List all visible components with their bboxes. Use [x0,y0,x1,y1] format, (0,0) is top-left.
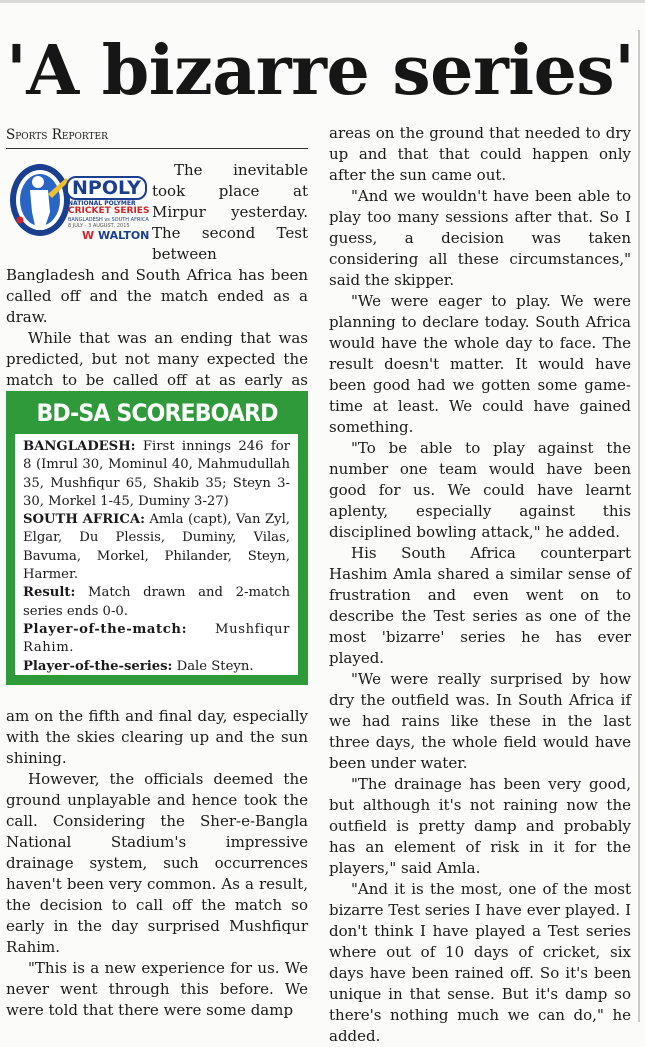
paragraph: While that was an ending that was predicted, but not many expected the match to be called off at as early as [6,329,308,389]
paragraph: "This is a new experience for us. We never went through this before. We were told that there were some damp [6,959,308,1019]
paragraph: "We were really surprised by how dry the outfield was. In South Africa if we had rains like these in the last three days, the whole field would have been under water. [329,670,631,772]
column-edge-rule [638,30,640,1022]
scoreboard-title: BD-SA SCOREBOARD [36,399,278,427]
logo-line-1: NATIONAL POLYMER [68,200,136,207]
scoreboard-bangladesh [23,438,290,511]
bangladesh-label: BANGLADESH: [23,439,136,454]
scoreboard-box [6,391,308,685]
paragraph: The inevitable took place at Mirpur yesterday. The second Test between Bangladesh and South Africa has been called off and the match ended as a draw. [6,161,308,326]
south-africa-text: Amla (capt), Van Zyl, Elgar, Du Plessis, Duminy, Vilas, Bavuma, Morkel, Philander, Steyn, Harmer. [23,512,290,583]
bangladesh-text: First innings 246 for 8 (Imrul 30, Mominul 40, Mahmudullah 35, Mushfiqur 65, Shakib 35; Steyn 3-30, Morkel 1-45, Duminy 3-27) [23,439,290,509]
potm-label: Player-of-the-match: [23,621,188,637]
scoreboard-potm [23,621,290,658]
article-column-2 [329,123,631,1045]
scoreboard-pots [23,658,290,676]
paragraph: His South Africa counterpart Hashim Amla shared a similar sense of frustration and even went on to describe the Test series as one of the most 'bizarre' series he has ever played. [329,544,631,667]
logo-sponsor [82,230,149,242]
paragraph: "To be able to play against the number one team would have been good for us. We could have learnt aplenty, especially against this disciplined bowling attack," he added. [329,439,631,541]
byline: Sports Reporter [6,125,308,149]
potm-text: Mushfiqur Rahim. [23,621,290,656]
logo-line-3: BANGLADESH vs SOUTH AFRICA [68,217,149,223]
scoreboard-south-africa [23,511,290,584]
logo-line-2: CRICKET SERIES [68,206,150,216]
sponsor-name: WALTON [97,229,150,242]
paragraph: "We were eager to play. We were planning to declare today. South Africa would have the whole day to face. The result doesn't matter. It would have been good had we gotten some game-time at least. We could have gained something. [329,292,631,436]
article-column-1-bottom [6,706,308,1022]
scoreboard-result [23,584,290,621]
paragraph: However, the officials deemed the ground unplayable and hence took the call. Considering the Sher-e-Bangla National Stadium's impressive drainage system, such occurrences haven't been very common. As a result, the decision to call off the match so early in the day surprised Mushfiqur Rahim. [6,770,308,956]
south-africa-label: SOUTH AFRICA: [23,512,145,528]
logo-brand: NPOLY [66,176,147,200]
series-logo [6,160,150,244]
paragraph: "The drainage has been very good, but although it's not raining now the outfield is pretty damp and probably has an element of risk in it for the players," said Amla. [329,775,631,877]
paragraph: am on the fifth and final day, especially with the skies clearing up and the sun shining. [6,707,308,767]
logo-line-4: 8 JULY - 3 AUGUST, 2015 [68,223,130,229]
paragraph: "And it is the most, one of the most bizarre Test series I have ever played. I don't think I have played a Test series where out of 10 days of cricket, six days have been rained off. So it's been unique in that sense. But it's damp so there's nothing much we can do," he added. [329,880,631,1045]
article-column-1-top [6,160,308,389]
pots-text: Dale Steyn. [176,658,254,674]
scoreboard-content [15,434,298,675]
top-rule [0,0,645,3]
paragraph: areas on the ground that needed to dry up and that that could happen only after the sun came out. [329,124,631,184]
result-text: Match drawn and 2-match series ends 0-0. [23,585,290,619]
pots-label: Player-of-the-series: [23,658,173,674]
sponsor-mark: W [82,229,95,242]
headline: 'A bizarre series' [6,31,635,111]
result-label: Result: [23,585,76,601]
paragraph: "And we wouldn't have been able to play too many sessions after that. So I guess, a decision was taken considering all these circumstances," said the skipper. [329,187,631,289]
